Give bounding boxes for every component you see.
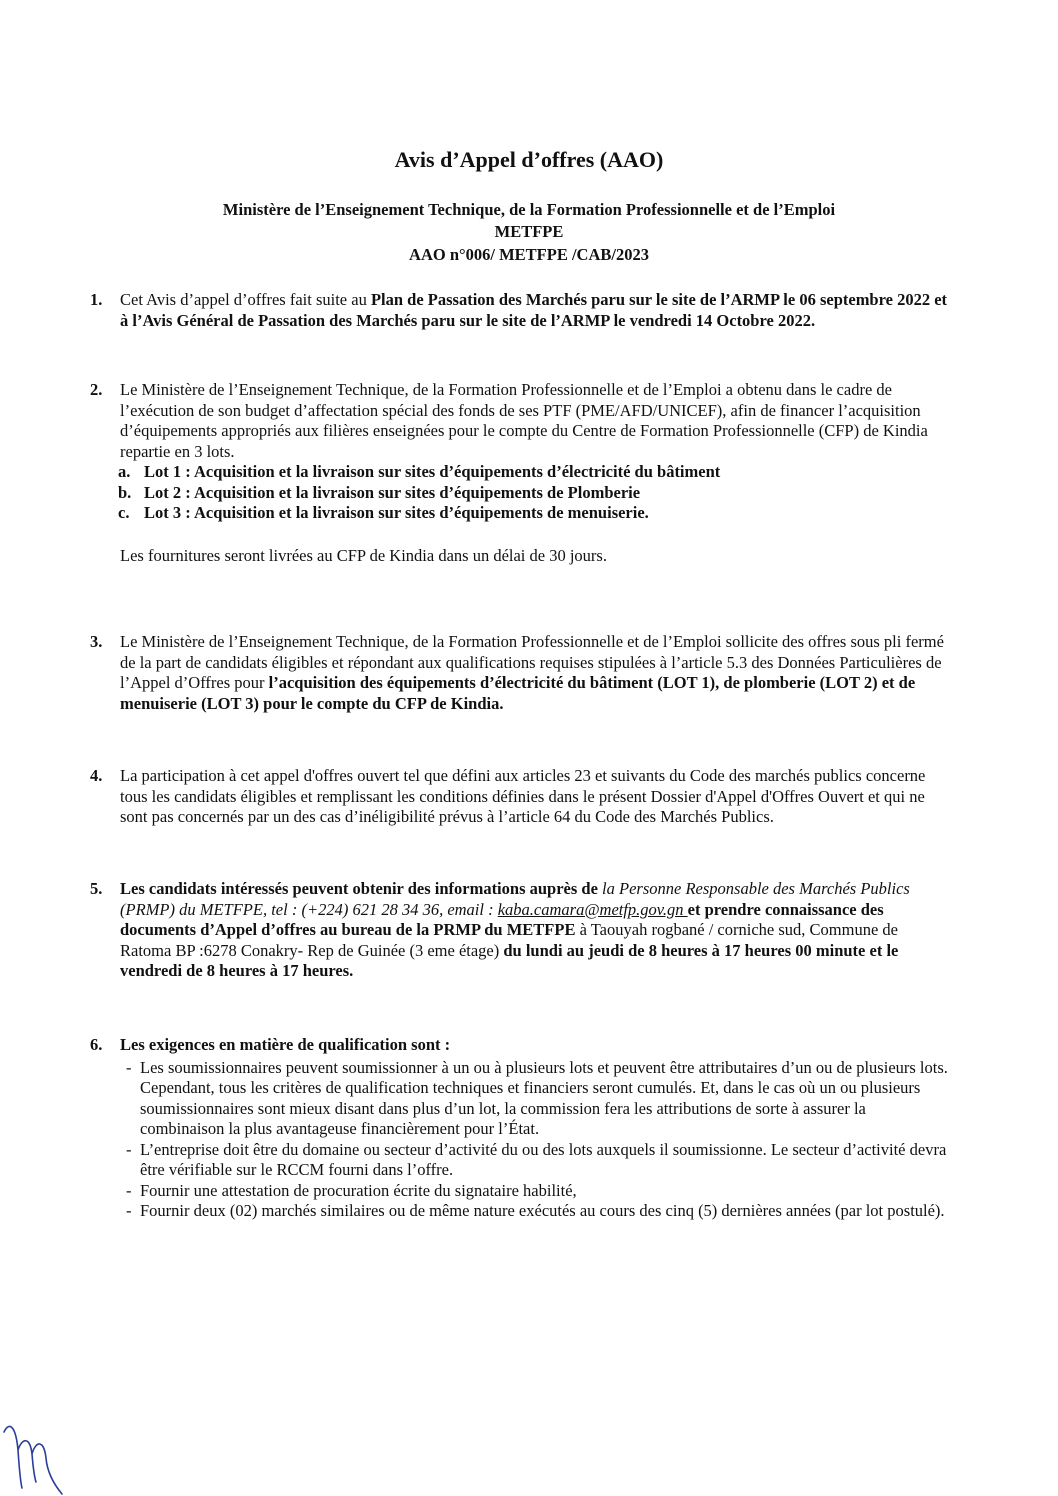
dash-marker: - (126, 1057, 132, 1077)
section-2 (90, 380, 950, 566)
section-number: 2. (90, 380, 103, 399)
lot-key: c. (118, 503, 130, 522)
ministry-name: Ministère de l’Enseignement Technique, de la Formation Professionnelle et de l’Emploi (222, 200, 836, 219)
section-3 (90, 632, 950, 714)
lot-text: Lot 2 : Acquisition et la livraison sur sites d’équipements de Plomberie (144, 482, 641, 502)
section-1 (90, 290, 950, 331)
list-item (120, 1181, 950, 1202)
dash-marker: - (126, 1201, 132, 1220)
list-item (120, 1201, 950, 1222)
tender-reference: AAO n°006/ METFPE /CAB/2023 (409, 245, 649, 264)
requirements-list (120, 1058, 950, 1222)
section-heading: Les exigences en matière de qualification sont : (120, 1035, 451, 1054)
lot-item (118, 503, 950, 524)
lot-item (118, 462, 950, 483)
section-number: 1. (90, 290, 103, 309)
document-title: Avis d’Appel d’offres (AAO) (394, 147, 664, 172)
contact-email: kaba.camara@metfp.gov.gn (497, 899, 688, 919)
section-6 (90, 1035, 950, 1222)
lot-text: Lot 3 : Acquisition et la livraison sur sites d’équipements de menuiserie. (144, 503, 649, 522)
section-bold-text: l’acquisition des équipements d’électricité du bâtiment (LOT 1), de plomberie (LOT 2) et de menuiserie (LOT 3) pour le compte du CFP de Kindia. (120, 673, 916, 713)
lot-item (118, 483, 950, 504)
section-text: Cet Avis d’appel d’offres fait suite au (120, 290, 371, 309)
section-number: 5. (90, 879, 103, 898)
section-text: Le Ministère de l’Enseignement Technique, de la Formation Professionnelle et de l’Emploi sollicite des offres sous pli fermé de la part de candidats éligibles et répondant aux qualifications requises stipulées à l’article 5.3 des Données Particulières de l’Appel d’Offres pour (120, 632, 944, 692)
list-item-text: Les soumissionnaires peuvent soumissionner à un ou à plusieurs lots et peuvent être attributaires d’un ou de plusieurs lots. Cependant, tous les critères de qualification techniques et financiers seront cumulés. Et, dans le cas où un ou plusieurs soumissionnaires sont mieux disant dans plus d’un lot, la commission fera les attributions de sorte à assurer la combinaison la plus avantageuse financièrement pour l’État. (140, 1057, 948, 1138)
section-text: Le Ministère de l’Enseignement Technique, de la Formation Professionnelle et de l’Emploi a obtenu dans le cadre de l’exécution de son budget d’affectation spécial des fonds de ses PTF (PME/AFD/UNICEF), afin de financer l’acquisition d’équipements appropriés aux filières enseignées pour le compte du Centre de Formation Professionnelle (CFP) de Kindia repartie en 3 lots. (120, 380, 928, 461)
dash-marker: - (126, 1139, 132, 1159)
section-number: 3. (90, 632, 103, 651)
lot-text: Lot 1 : Acquisition et la livraison sur sites d’équipements d’électricité du bâtiment (144, 462, 721, 481)
lot-key: b. (118, 482, 132, 502)
address-text: à Taouyah rogbané / corniche sud, Commune de Ratoma BP :6278 Conakry- Rep de Guinée (3 eme étage) (120, 920, 898, 960)
list-item (120, 1058, 950, 1140)
section-number: 4. (90, 766, 103, 785)
section-bold-text: Plan de Passation des Marchés paru sur le site de l’ARMP le 06 septembre 2022 et à l’Avis Général de Passation des Marchés paru sur le site de l’ARMP le vendredi 14 Octobre 2022. (120, 290, 948, 330)
lots-list (118, 462, 950, 524)
prmp-contact: la Personne Responsable des Marchés Publics (PRMP) du METFPE, tel : (+224) 621 28 34 36, email : (120, 879, 910, 919)
section-5 (90, 879, 950, 982)
section-text: La participation à cet appel d'offres ouvert tel que défini aux articles 23 et suivants du Code des marchés publics concerne tous les candidats éligibles et remplissant les conditions définies dans le présent Dossier d'Appel d'Offres Ouvert et qui ne sont pas concernés par un des cas d’inéligibilité prévus à l’article 64 du Code des Marchés Publics. (120, 766, 926, 826)
delivery-note: Les fournitures seront livrées au CFP de Kindia dans un délai de 30 jours. (120, 545, 607, 565)
list-item-text: L’entreprise doit être du domaine ou secteur d’activité du ou des lots auxquels il soumissionne. Le secteur d’activité devra être vérifiable sur le RCCM fourni dans l’offre. (140, 1139, 947, 1179)
section-bold-text: Les candidats intéressés peuvent obtenir des informations auprès de (120, 879, 603, 898)
list-item-text: Fournir deux (02) marchés similaires ou de même nature exécutés au cours des cinq (5) dernières années (par lot postulé). (140, 1201, 945, 1220)
list-item (120, 1140, 950, 1181)
handwritten-initials (0, 1410, 80, 1496)
section-bold-text: et prendre connaissance des documents d’Appel d’offres au bureau de la PRMP du METFPE (120, 899, 884, 939)
section-4 (90, 766, 950, 828)
section-number: 6. (90, 1035, 103, 1054)
office-hours: du lundi au jeudi de 8 heures à 17 heures 00 minute et le vendredi de 8 heures à 17 heures. (120, 940, 899, 980)
dash-marker: - (126, 1180, 132, 1200)
ministry-acronym: METFPE (494, 222, 564, 241)
list-item-text: Fournir une attestation de procuration écrite du signataire habilité, (140, 1180, 577, 1200)
lot-key: a. (118, 462, 131, 481)
